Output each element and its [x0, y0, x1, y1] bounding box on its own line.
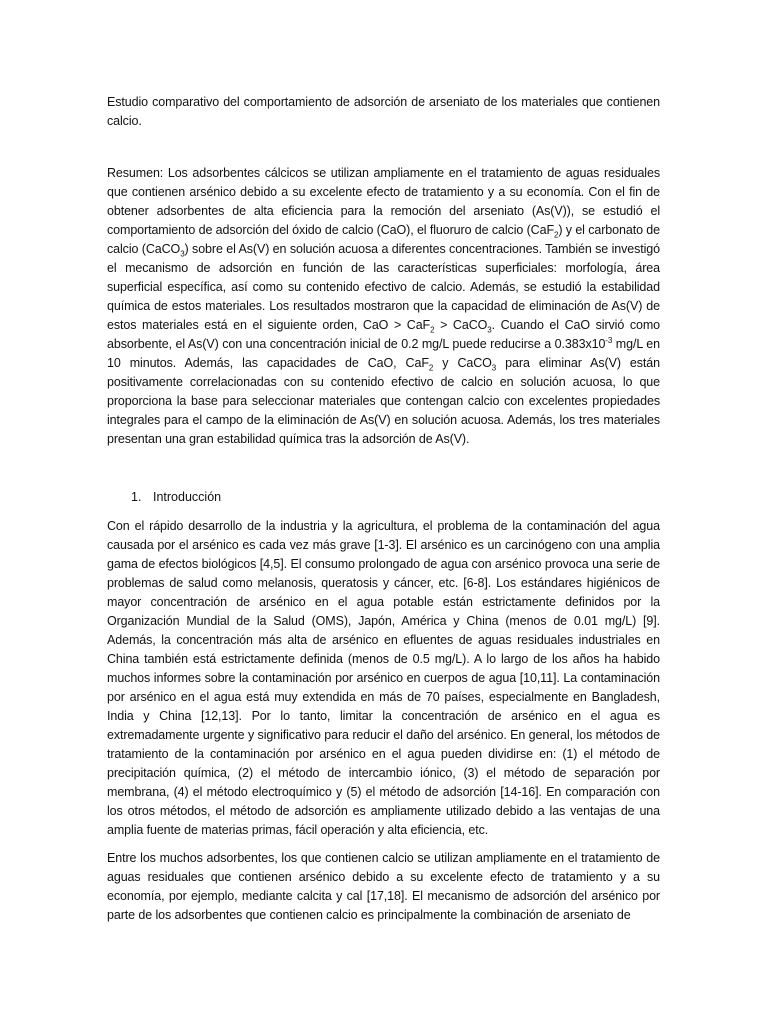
abstract-text: . Cuando el CaO sirvió como absorbente, el As(V) con una concentración inicial de 0.2 mg/L puede reducirse a 0.383x10 — [107, 318, 660, 351]
subscript: 3 — [491, 363, 497, 373]
section-number: 1. — [131, 490, 142, 504]
intro-paragraph-2: Entre los muchos adsorbentes, los que contienen calcio se utilizan ampliamente en el tratamiento de aguas residuales que contienen arsénico debido a su excelente efecto de tratamiento y a su economía, por ejemplo, mediante calcita y cal [17,18]. El mecanismo de adsorción del arsénico por parte de los adsorbentes que contienen calcio es principalmente la combinación de arseniato de — [107, 851, 660, 922]
abstract-text: > CaCO — [434, 318, 488, 332]
abstract-text: y CaCO — [433, 356, 492, 370]
section-heading — [131, 488, 221, 507]
document-title: Estudio comparativo del comportamiento de adsorción de arseniato de los materiales que contienen calcio. — [107, 95, 660, 128]
abstract-text: Resumen: Los adsorbentes cálcicos se utilizan ampliamente en el tratamiento de aguas residuales que contienen arsénico debido a su excelente efecto de tratamiento y a su economía. Con el fin de obtener adsorbentes de alta eficiencia para la remoción del arseniato (As(V)), se estudió el comportamiento de adsorción del óxido de calcio (CaO), el fluoruro de calcio (CaF — [107, 166, 660, 237]
abstract-text: ) y el carbonato de calcio (CaCO — [107, 223, 660, 256]
abstract-text: mg/L en 10 minutos. Además, las capacidades de CaO, CaF — [107, 337, 660, 370]
abstract-text: para eliminar As(V) están positivamente correlacionadas con su contenido efectivo de calcio en solución acuosa, lo que proporciona la base para seleccionar materiales que contengan calcio con excelentes propiedades integrales para el campo de la eliminación de As(V) en solución acuosa. Además, los tres materiales presentan una gran estabilidad química tras la adsorción de As(V). — [107, 356, 660, 446]
subscript: 3 — [487, 325, 492, 335]
superscript: -3 — [605, 335, 613, 345]
abstract-text: ) sobre el As(V) en solución acuosa a diferentes concentraciones. También se investigó el mecanismo de adsorción en función de las características superficiales: morfología, área superficial específica, así como su contenido efectivo de calcio. Además, se estudió la estabilidad química de estos materiales. Los resultados mostraron que la capacidad de eliminación de As(V) de estos materiales está en el siguiente orden, CaO > CaF — [107, 242, 660, 332]
subscript: 2 — [554, 230, 559, 240]
subscript: 2 — [428, 363, 434, 373]
subscript: 3 — [180, 249, 185, 259]
subscript: 2 — [430, 325, 435, 335]
abstract-paragraph — [107, 164, 660, 449]
intro-paragraph-1: Con el rápido desarrollo de la industria y la agricultura, el problema de la contaminación del agua causada por el arsénico es cada vez más grave [1-3]. El arsénico es un carcinógeno con una amplia gama de efectos biológicos [4,5]. El consumo prolongado de agua con arsénico provoca una serie de problemas de salud como melanosis, queratosis y cáncer, etc. [6-8]. Los estándares higiénicos de mayor concentración de arsénico en el agua potable están estrictamente definidos por la Organización Mundial de la Salud (OMS), Japón, América y China (menos de 0.01 mg/L) [9]. Además, la concentración más alta de arsénico en efluentes de aguas residuales industriales en China también está estrictamente definida (menos de 0.5 mg/L). A lo largo de los años ha habido muchos informes sobre la contaminación por arsénico en cuerpos de agua [10,11]. La contaminación por arsénico en el agua está muy extendida en más de 70 países, especialmente en Bangladesh, India y China [12,13]. Por lo tanto, limitar la concentración de arsénico en el agua es extremadamente urgente y significativo para reducir el daño del arsénico. En general, los métodos de tratamiento de la contaminación por arsénico en el agua pueden dividirse en: (1) el método de precipitación química, (2) el método de intercambio iónico, (3) el método de separación por membrana, (4) el método electroquímico y (5) el método de adsorción [14-16]. En comparación con los otros métodos, el método de adsorción es ampliamente utilizado debido a las ventajas de una amplia fuente de materias primas, fácil operación y alta eficiencia, etc. — [107, 519, 660, 837]
section-title: Introducción — [153, 490, 222, 504]
